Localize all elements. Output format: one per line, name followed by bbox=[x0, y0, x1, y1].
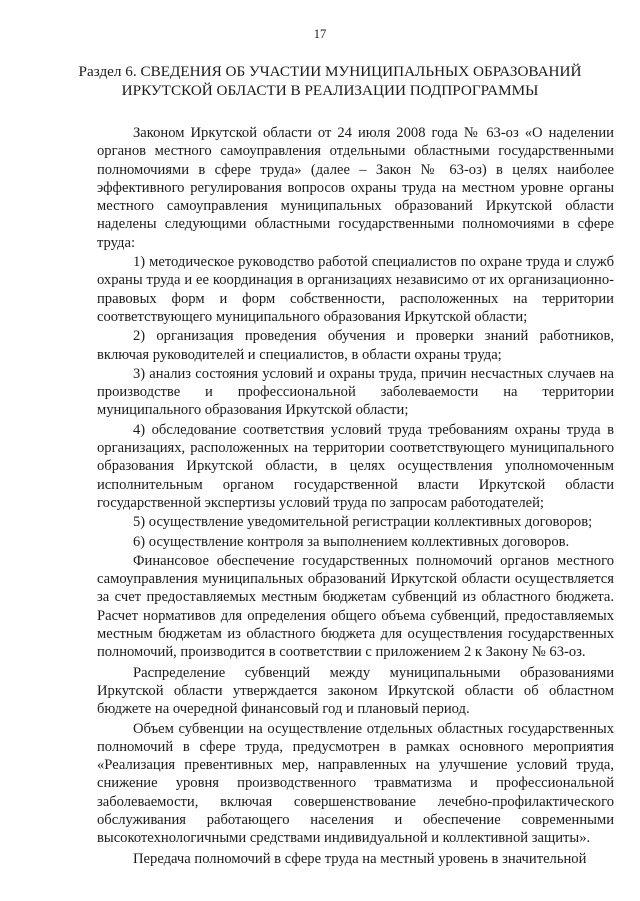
page-number: 17 bbox=[313, 27, 327, 41]
section-heading bbox=[60, 62, 600, 100]
paragraph-financing: Финансовое обеспечение государственных полномочий органов местного самоуправления муниципальных образований Иркутской области осуществляется за счет предоставляемых местным бюджетам субвенций из областного бюджета. Расчет нормативов для определения общего объема субвенций, предоставляемых местным бюджетам из областного бюджета для осуществления государственных полномочий, производится в соответствии с приложением 2 к Закону № 63-оз. bbox=[97, 552, 614, 661]
body-text bbox=[97, 124, 614, 869]
paragraph-distribution: Распределение субвенций между муниципальными образованиями Иркутской области утверждается законом Иркутской области об областном бюджете на очередной финансовый год и плановый период. bbox=[97, 664, 614, 718]
paragraph-item-1: 1) методическое руководство работой специалистов по охране труда и служб охраны труда и ее координация в организациях независимо от их организационно-правовых форм и форм собственности, расположенных на территории соответствующего муниципального образования Иркутской области; bbox=[97, 254, 614, 325]
paragraph-item-4: 4) обследование соответствия условий труда требованиям охраны труда в организациях, расположенных на территории соответствующего муниципального образования Иркутской области, в целях осуществления уполномоченным исполнительным органом государственной власти Иркутской области государственной экспертизы условий труда по запросам работодателей; bbox=[97, 421, 614, 511]
paragraph-transfer: Передача полномочий в сфере труда на местный уровень в значительной bbox=[133, 850, 587, 867]
paragraph-subvention-volume: Объем субвенции на осуществление отдельных областных государственных полномочий в сфере труда, предусмотрен в рамках основного мероприятия «Реализация превентивных мер, направленных на улучшение условий труда, снижение уровня производственного травматизма и профессиональной заболеваемости, включая совершенствование лечебно-профилактического обслуживания работающего населения и обеспечение современными высокотехнологичными средствами индивидуальной и коллективной защиты». bbox=[97, 720, 614, 847]
paragraph-item-3: 3) анализ состояния условий и охраны труда, причин несчастных случаев на производстве и профессиональной заболеваемости на территории муниципального образования Иркутской области; bbox=[97, 365, 614, 419]
paragraph-item-5: 5) осуществление уведомительной регистрации коллективных договоров; bbox=[133, 514, 593, 531]
section-heading-line-2: ИРКУТСКОЙ ОБЛАСТИ В РЕАЛИЗАЦИИ ПОДПРОГРАММЫ bbox=[121, 82, 539, 99]
section-heading-line-1: Раздел 6. СВЕДЕНИЯ ОБ УЧАСТИИ МУНИЦИПАЛЬНЫХ ОБРАЗОВАНИЙ bbox=[78, 63, 582, 80]
paragraph-item-6: 6) осуществление контроля за выполнением коллективных договоров. bbox=[133, 533, 570, 550]
paragraph-item-2: 2) организация проведения обучения и проверки знаний работников, включая руководителей и специалистов, в области охраны труда; bbox=[97, 328, 614, 363]
paragraph-law-intro: Законом Иркутской области от 24 июля 2008 года № 63-оз «О наделении органов местного самоуправления отдельными областными государственными полномочиями в сфере труда» (далее – Закон № 63-оз) в целях наиболее эффективного регулирования вопросов охраны труда на местном уровне органы местного самоуправления муниципальных образований Иркутской области наделены следующими областными государственными полномочиями в сфере труда: bbox=[97, 125, 614, 251]
